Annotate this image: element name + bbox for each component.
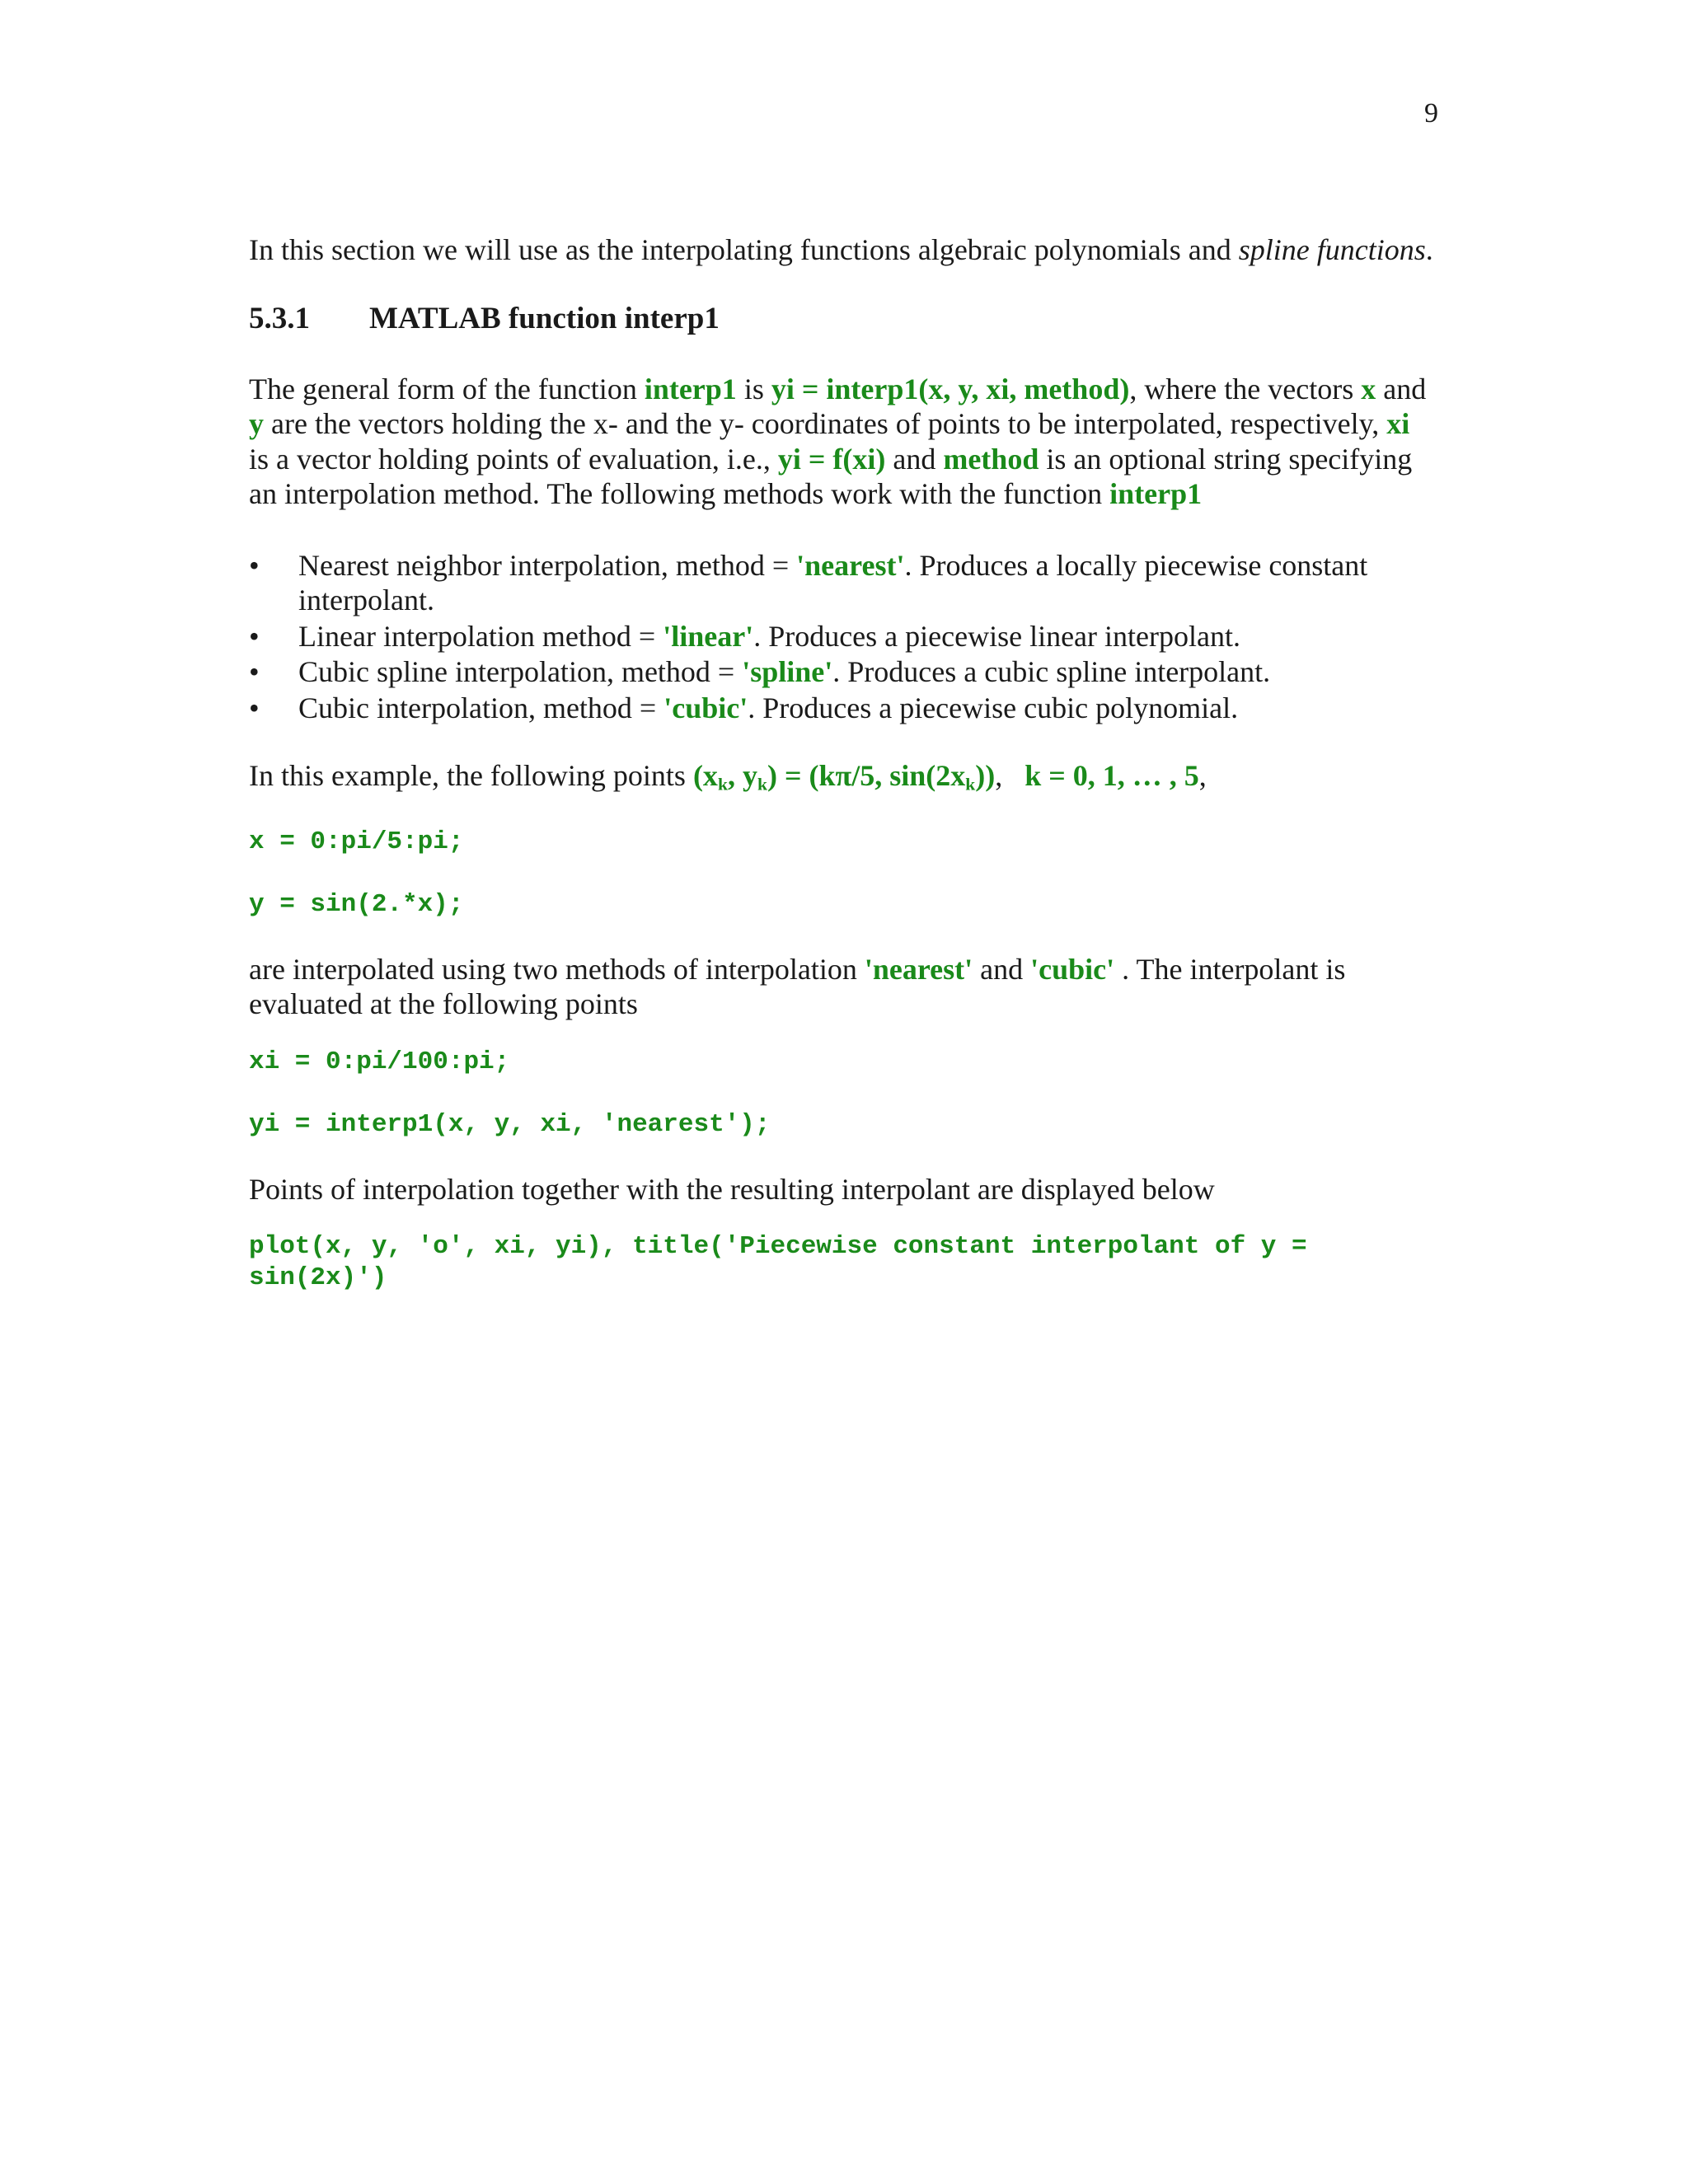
code-line-xi: xi = 0:pi/100:pi; <box>249 1047 510 1076</box>
display-paragraph: Points of interpolation together with the resulting interpolant are displayed below <box>249 1172 1215 1206</box>
code-line-x: x = 0:pi/5:pi; <box>249 827 464 856</box>
intro-italic-term: spline functions <box>1238 233 1426 266</box>
section-heading <box>249 301 1436 337</box>
methods-list <box>249 548 1436 726</box>
page-number: 9 <box>1424 98 1438 129</box>
general-form-paragraph: The general form of the function interp1 is yi = interp1(x, y, xi, method), where the vectors x and y are the vectors holding the x- and the y- coordinates of points to be interpolated, respectively, xi is a vector holding points of evaluation, i.e., yi = f(xi) and method is an optional string specifying an interpolation method. The following methods work with the function interp1 <box>249 372 1427 510</box>
code-line-y: y = sin(2.*x); <box>249 889 464 919</box>
section-number: 5.3.1 <box>249 301 310 335</box>
list-item: • Nearest neighbor interpolation, method = 'nearest'. Produces a locally piecewise constant interpolant. <box>249 548 1368 616</box>
code-line-yi: yi = interp1(x, y, xi, 'nearest'); <box>249 1109 771 1139</box>
list-item: • Cubic interpolation, method = 'cubic'. Produces a piecewise cubic polynomial. <box>249 691 1239 724</box>
intro-paragraph: In this section we will use as the interpolating functions algebraic polynomials and spline functions. <box>249 233 1433 266</box>
code-line-plot: plot(x, y, 'o', xi, yi), title('Piecewise constant interpolant of y = sin(2x)') <box>249 1232 1323 1293</box>
list-item: • Linear interpolation method = 'linear'. Produces a piecewise linear interpolant. <box>249 619 1240 653</box>
document-body <box>249 232 1436 1325</box>
list-item: • Cubic spline interpolation, method = 'spline'. Produces a cubic spline interpolant. <box>249 655 1271 688</box>
example-paragraph: In this example, the following points ($x_k$, $y_k) = (k\pi/5$, $\sin(2x_k)$), k = 0, 1, … , 5, <box>249 759 1207 794</box>
section-title: MATLAB function interp1 <box>369 301 720 335</box>
interpolation-paragraph: are interpolated using two methods of interpolation 'nearest' and 'cubic' . The interpolant is evaluated at the following points <box>249 952 1346 1021</box>
